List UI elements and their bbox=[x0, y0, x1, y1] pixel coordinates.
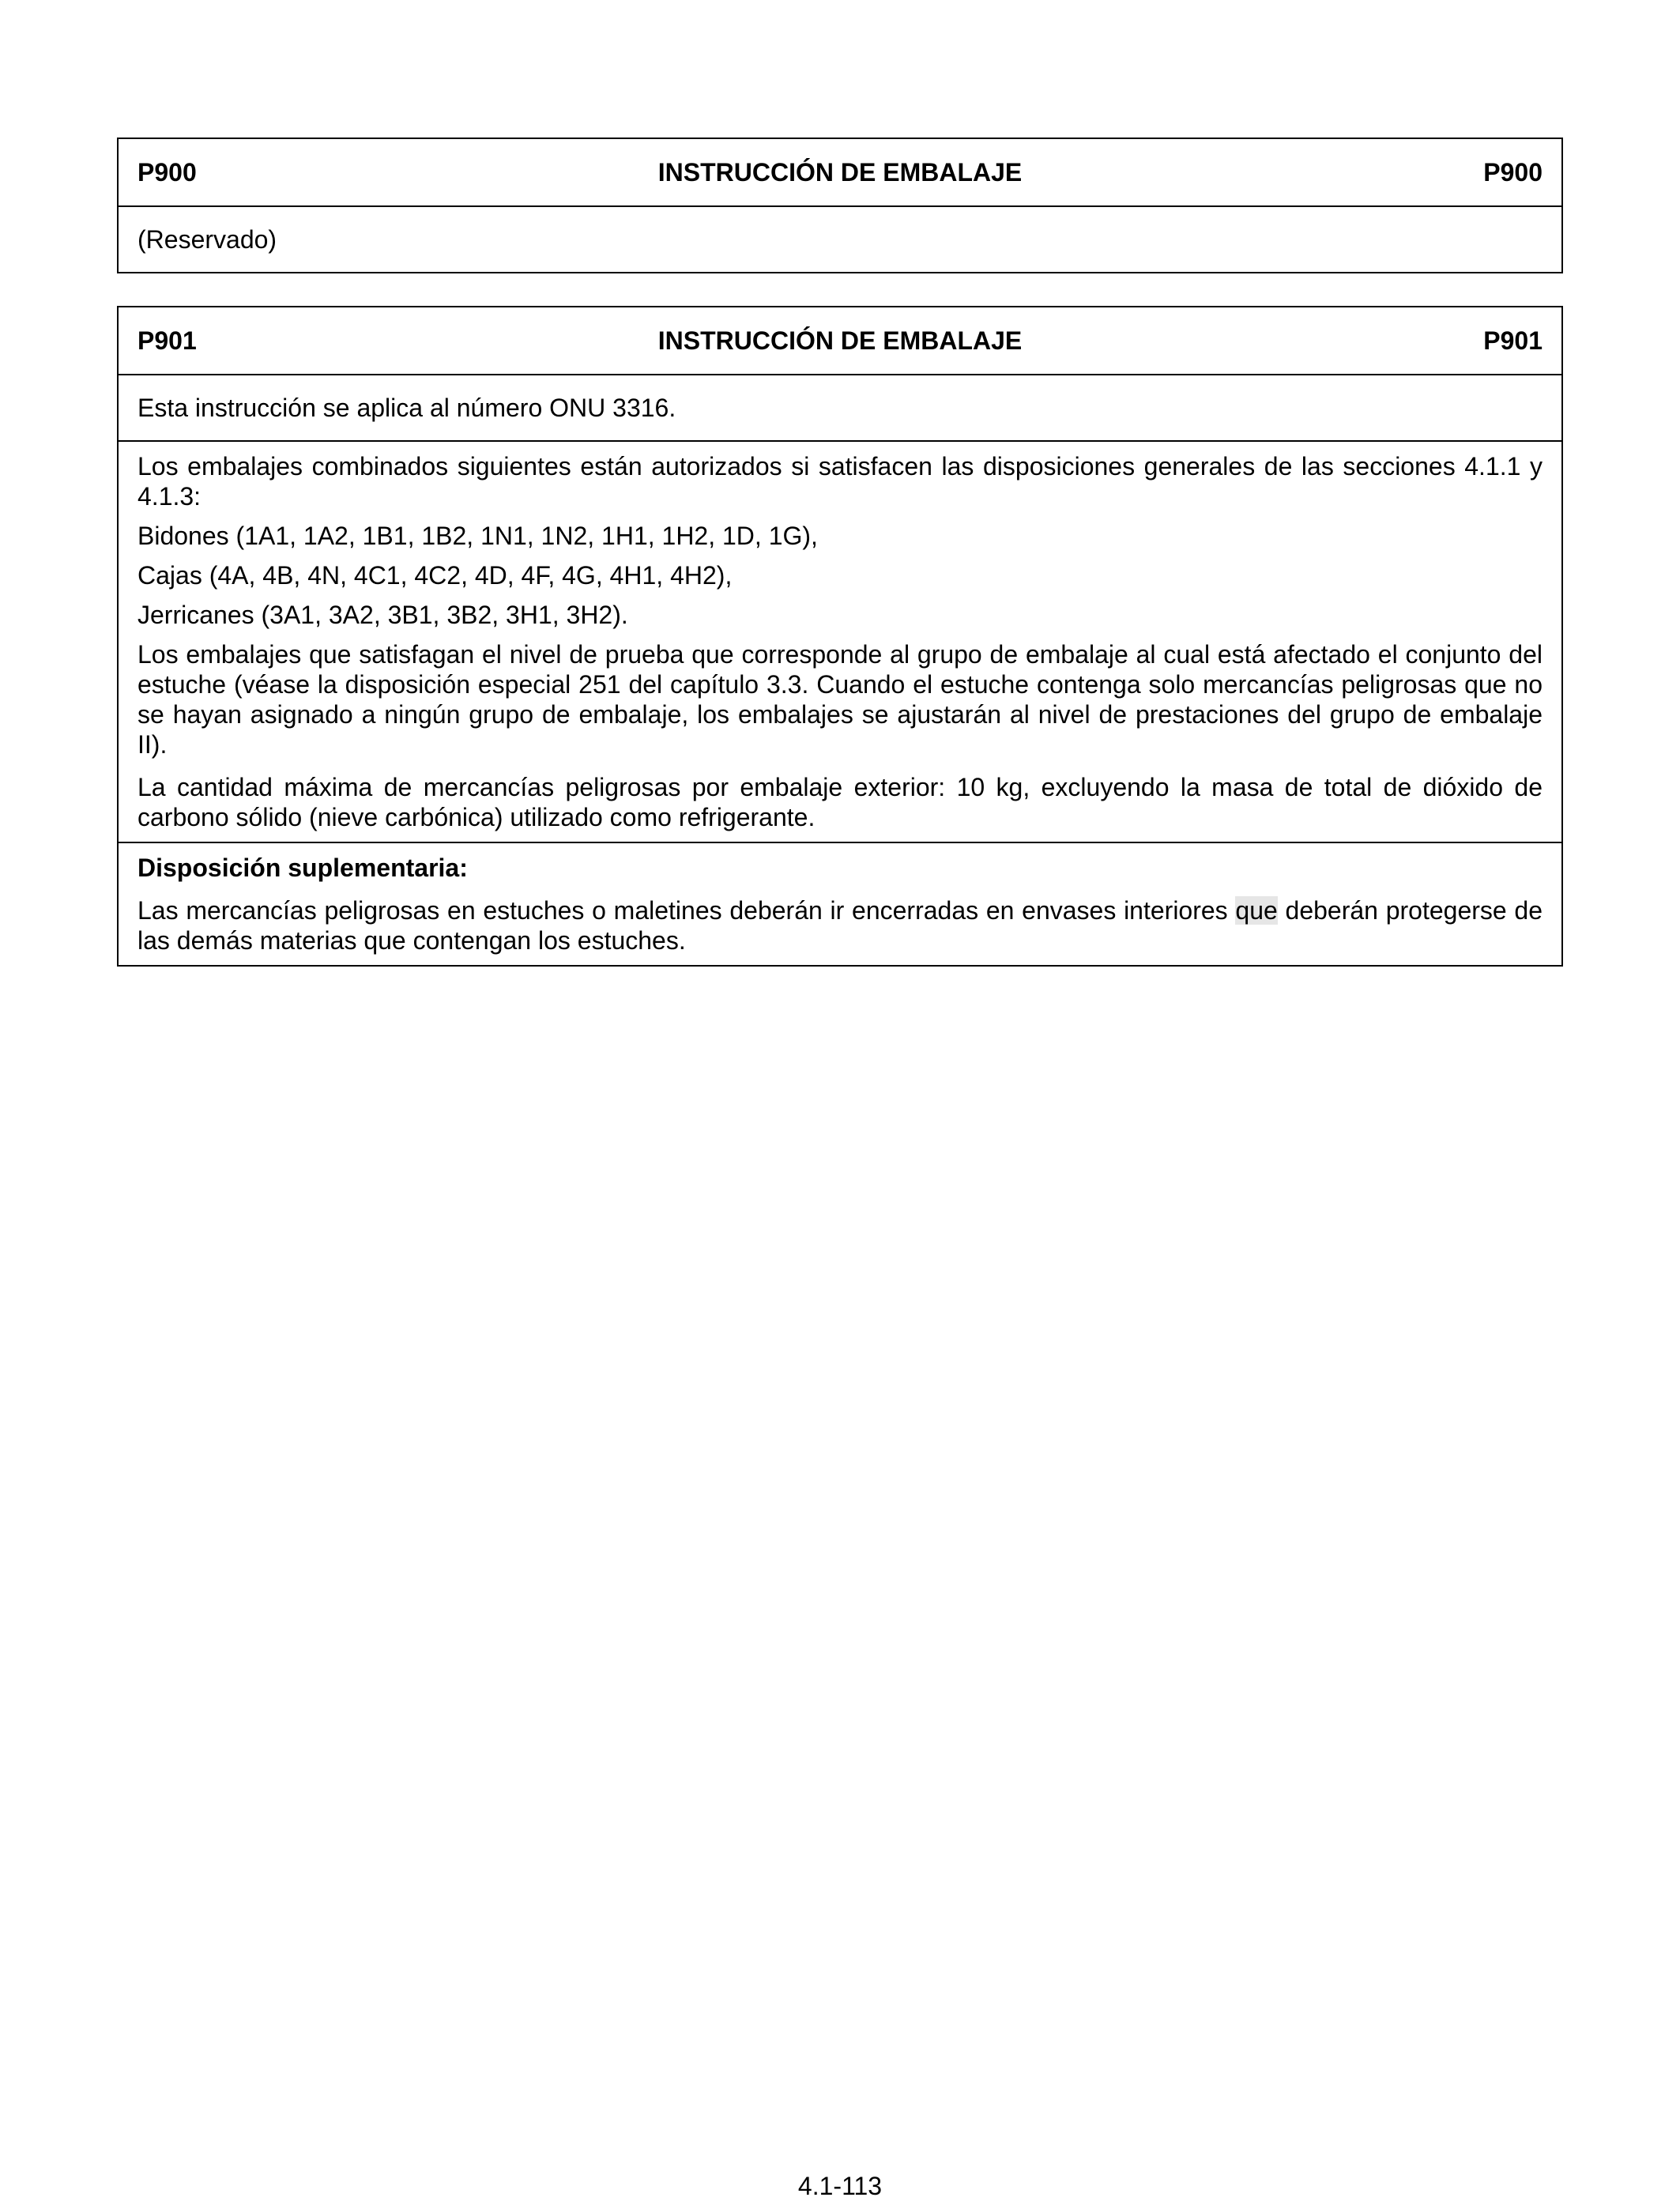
p900-table bbox=[117, 138, 1563, 273]
p900-header-row bbox=[119, 139, 1561, 205]
p901-table bbox=[117, 306, 1563, 967]
p901-code-right: P901 bbox=[1483, 326, 1543, 355]
p901-title: INSTRUCCIÓN DE EMBALAJE bbox=[657, 326, 1023, 355]
p901-code-left: P901 bbox=[137, 326, 197, 355]
p901-supplementary-text-before: Las mercancías peligrosas en estuches o maletines deberán ir encerradas en envases interiores bbox=[137, 896, 1236, 925]
p901-test-level-paragraph: Los embalajes que satisfagan el nivel de prueba que corresponde al grupo de embalaje al cual está afectado el conjunto del estuche (véase la disposición especial 251 del capítulo 3.3. Cuando el estuche contenga solo mercancías peligrosas que no se hayan asignado a ningún grupo de embalaje, los embalajes se ajustarán al nivel de prestaciones del grupo de embalaje II). bbox=[137, 640, 1543, 759]
page-number: 4.1-113 bbox=[797, 2172, 883, 2200]
p901-max-quantity-paragraph: La cantidad máxima de mercancías peligrosas por embalaje exterior: 10 kg, excluyendo la masa de total de dióxido de carbono sólido (nieve carbónica) utilizado como refrigerante. bbox=[137, 773, 1543, 831]
p901-scope-row bbox=[119, 374, 1561, 440]
p900-code-left: P900 bbox=[137, 157, 197, 187]
p901-header-row bbox=[119, 307, 1561, 374]
p901-supplementary-paragraph bbox=[137, 895, 1543, 955]
p900-title: INSTRUCCIÓN DE EMBALAJE bbox=[657, 157, 1023, 187]
p901-supplementary-heading: Disposición suplementaria: bbox=[137, 854, 468, 882]
p901-boxes-line: Cajas (4A, 4B, 4N, 4C1, 4C2, 4D, 4F, 4G, 4H1, 4H2), bbox=[137, 561, 733, 590]
p901-scope-text: Esta instrucción se aplica al número ONU 3316. bbox=[137, 393, 676, 422]
p900-body-text: (Reservado) bbox=[137, 224, 277, 254]
p901-packagings-row bbox=[119, 440, 1561, 842]
p900-code-right: P900 bbox=[1483, 157, 1543, 187]
p901-supplementary-row bbox=[119, 842, 1561, 965]
p901-jerricans-line: Jerricanes (3A1, 3A2, 3B1, 3B2, 3H1, 3H2). bbox=[137, 601, 628, 629]
p901-intro-paragraph: Los embalajes combinados siguientes están autorizados si satisfacen las disposiciones generales de las secciones 4.1.1 y 4.1.3: bbox=[137, 452, 1543, 511]
p901-supplementary-highlight: que bbox=[1235, 896, 1278, 925]
p901-drums-line: Bidones (1A1, 1A2, 1B1, 1B2, 1N1, 1N2, 1H1, 1H2, 1D, 1G), bbox=[137, 522, 818, 550]
p901-supplementary-text-after: deberán protegerse de las demás materias que contengan los estuches. bbox=[137, 896, 1543, 955]
p900-body-row bbox=[119, 205, 1561, 272]
